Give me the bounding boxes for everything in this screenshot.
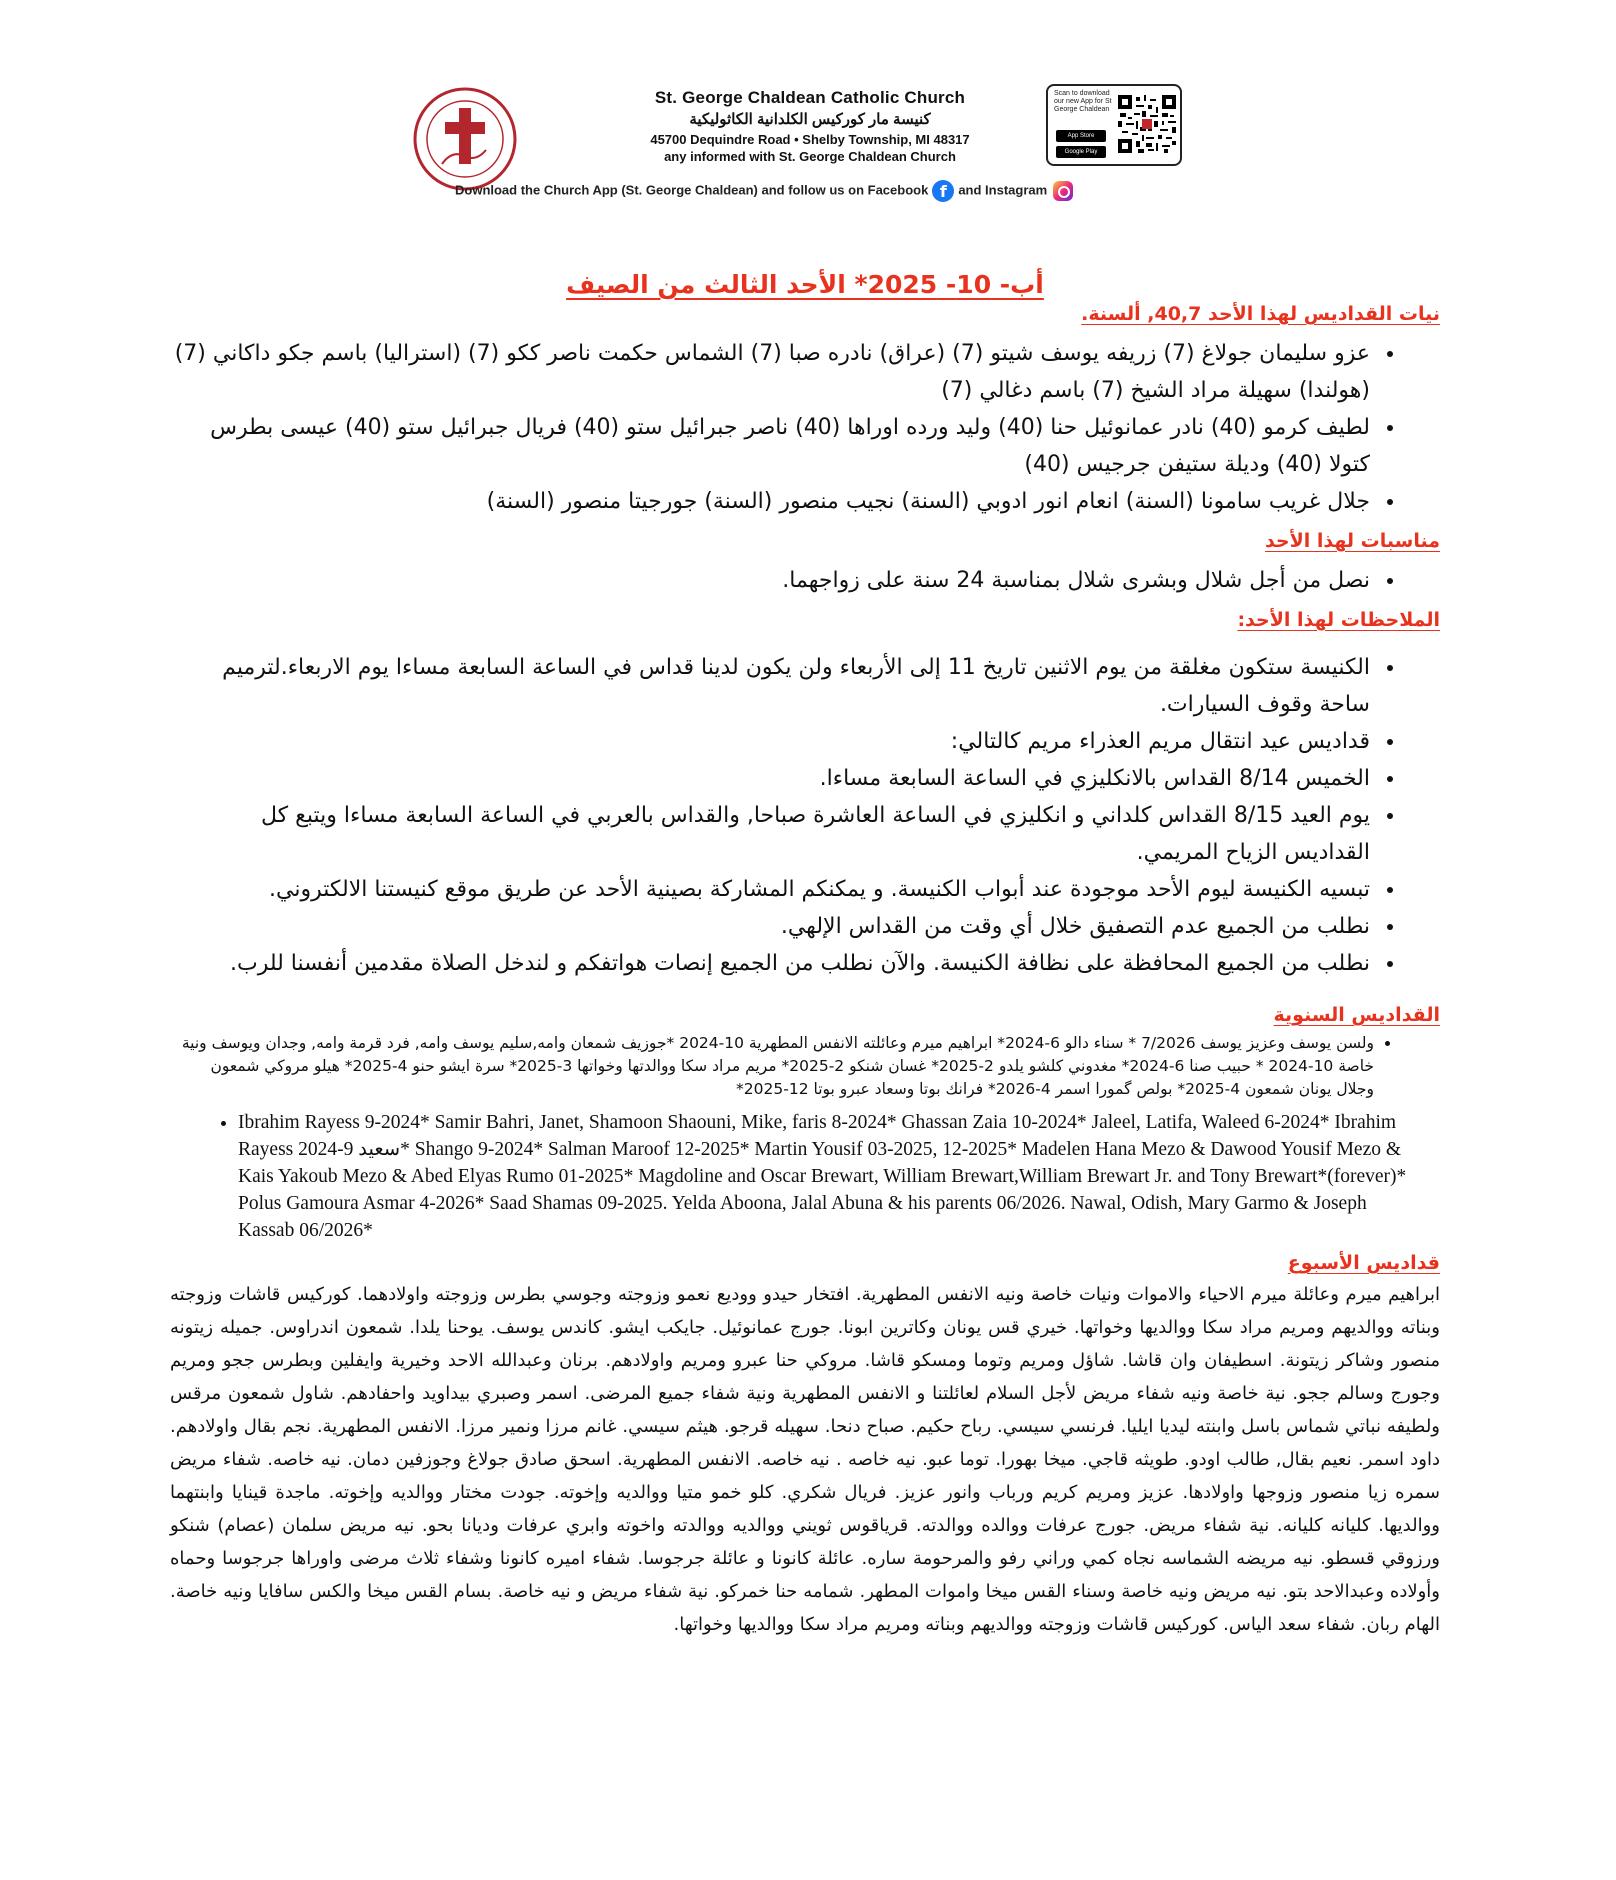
list-item: • جلال غريب سامونا (السنة) انعام انور ادوبي (السنة) نجيب منصور (السنة) جورجيتا منصور (السنة) [170,483,1374,520]
list-item: • يوم العيد 8/15 القداس كلداني و انكليزي في الساعة العاشرة صباحا, والقداس بالعربي في الساعة السابعة مساءا ويتبع كل القداديس الزياح المريمي. [170,797,1374,871]
and-instagram-text: and Instagram [958,182,1048,198]
list-item: • نطلب من الجميع عدم التصفيق خلال أي وقت من القداس الإلهي. [170,908,1374,945]
list-item: • قداديس عيد انتقال مريم العذراء مريم كالتالي: [170,723,1374,760]
qr-code-icon[interactable] [1118,92,1176,156]
occasions-list [170,562,1440,599]
annual-heading: القداديس السنوية [1273,1004,1440,1026]
weekly-heading: قداديس الأسبوع [1287,1252,1440,1274]
list-item: • لطيف كرمو (40) نادر عمانوئيل حنا (40) وليد ورده اوراها (40) ناصر جبرائيل ستو (40) فريال جبرائيل ستو (40) عيسى بطرس كتولا (40) وديلة ستيفن جرجيس (40) [170,409,1374,483]
occasions-heading: مناسبات لهذا الأحد [1264,530,1440,552]
list-item: • تبسيه الكنيسة ليوم الأحد موجودة عند أبواب الكنيسة. و يمكنكم المشاركة بصينية الأحد عن طريق موقع كنيستنا الالكتروني. [170,871,1374,908]
annual-arabic-list [170,1032,1440,1101]
instagram-icon[interactable] [1053,181,1073,201]
download-text: Download the Church App (St. George Chaldean) and follow us on Facebook [455,182,929,198]
notes-list [170,649,1440,982]
list-item: • Ibrahim Rayess 9-2024* Samir Bahri, Janet, Shamoon Shaouni, Mike, faris 8-2024* Ghassan Zaia 10-2024* Jaleel, Latifa, Waleed 6-2024* Ibrahim Rayess 2024-9 سعيد* Shango 9-2024* Salman Maroof 12-2025* Martin Yousif 03-2025, 12-2025* Madelen Hana Mezo & Dawood Yousif Mezo & Kais Yakoub Mezo & Abed Elyas Rumo 01-2025* Magdoline and Oscar Brewart, William Brewart,William Brewart Jr. and Tony Brewart*(forever)* Polus Gamoura Asmar 4-2026* Saad Shamas 09-2025. Yelda Aboona, Jalal Abuna & his parents 06/2026. Nawal, Odish, Mary Garmo & Joseph Kassab 06/2026* [238,1109,1420,1244]
church-header [0,80,1616,210]
church-name-en: St. George Chaldean Catholic Church [654,88,966,107]
church-name-ar: كنيسة مار كوركيس الكلدانية الكاثوليكية [689,111,931,128]
bulletin-body [170,270,1440,1641]
notes-heading: الملاحظات لهذا الأحد: [1237,609,1440,631]
list-item: • عزو سليمان جولاغ (7) زريفه يوسف شيتو (7) (عراق) نادره صبا (7) الشماس حكمت ناصر ككو (7) (استراليا) باسم جكو داكاني (7)(هولندا) سهيلة مراد الشيخ (7) باسم دغالي (7) [170,335,1374,409]
weekly-masses-text: ابراهيم ميرم وعائلة ميرم الاحياء والاموات ونيات خاصة ونيه الانفس المطهرية. افتخار حيدو ووديع نعمو وزوجته وجوسي بطرس وزوجته واولادهما. كوركيس قاشات وزوجته وبناته ووالديهم ومريم مراد سكا ووالديها وخواتها. خيري قس يونان وكاترين ابونا. جورج عمانوئيل. جايكب ايشو. كاندس يوسف. يوحنا يلدا. شمعون اندراوس. جميله زيتونه منصور وشاكر زيتونة. اسطيفان وان قاشا. شاؤل ومريم وتوما ومسكو قاشا. مروكي حنا عبرو ومريم واولادهم. برنان وعبدالله الاحد وخيرية وايفلين وبطرس ججو ومريم وجورج وسالم ججو. نية خاصة ونيه شفاء مريض لأجل السلام لعائلتنا و الانفس المطهرية ونية شفاء جميع المرضى. اسمر وصبري بيداويد واحفادهم. شاول شمعون مرقس ولطيفه نباتي شماس باسل وابنته ليديا ايليا. فرنسي سيسي. رباح حكيم. صباح دنحا. سهيله قرجو. هيثم سيسي. غانم مرزا ونمير مرزا. الانفس المطهرية. نجم بقال واولادهم. داود اسمر. نعيم بقال, طالب اودو. طويثه قاجي. ميخا بهورا. توما عبو. نيه خاصه . نيه خاصه. الانفس المطهرية. اسحق صادق جولاغ وجوزفين دمان. نيه خاصه. شفاء مريض سمره زيا منصور وزوجها واولادها. عزيز ومريم كريم ورباب وانور عزيز. فريال شكري. كلو خمو متيا ووالديه وإخوته. جودت مختار ووالديه وإخوته. ماجدة قينايا وابنتهما ووالديها. كليانه كليانه. نية شفاء مريض. جورج عرفات ووالده ووالدته. قرياقوس ثويني ووالديه ووالدته واخوته وابري عرفات وديانا بحو. نيه مريض سلمان (عصام) شنكو ورزوقي قسطو. نيه مريضه الشماسه نجاه كمي وراني رفو والمرحومة ساره. عائلة كانونا و عائلة جرجوسا. شفاء اميره كانونا وشفاء ثلاث مرضى واوراها جرجوسا وحماه وأولاده وعبدالاحد بتو. نيه مريض ونيه خاصة وسناء القس ميخا واموات المطهر. شمامه حنا خمركو. نية شفاء مريض و نيه خاصة. بسام القس ميخا والكس سافايا ونيه خاصة. الهام ربان. شفاء سعد الياس. كوركيس قاشات وزوجته ووالديهم وبناته ومريم مراد سكا ووالديها وخواتها. [170,1284,1440,1635]
page-title: أب- 10- 2025* الأحد الثالث من الصيف [566,270,1044,299]
app-store-badge[interactable]: App Store [1056,130,1106,142]
list-item: • ولسن يوسف وعزيز يوسف 7/2026 * سناء دالو 6-2024* ابراهيم ميرم وعائلته الانفس المطهرية 10-2024 *جوزيف شمعان وامه,سليم يوسف وامه, فرد قرمة وامه, وجدان ويوسف ونية خاصة 10-2024 * حبيب صنا 6-2024* مغدوني كلشو يلدو 2-2025* غسان شنكو 2-2025* مريم مراد سكا ووالدتها وخواتها 3-2025* سرة ايشو حنو 4-2025* هيلو مروكي شمعون وجلال يونان شمعون 4-2025* بولص گمورا اسمر 4-2026* فرانك بوتا وسعاد عبرو بوتا 12-2025* [170,1032,1374,1101]
qr-caption: Scan to download our new App for St George Chaldean [1054,90,1112,113]
download-line [455,180,1195,202]
list-item: • الخميس 8/14 القداس بالانكليزي في الساعة السابعة مساءا. [170,760,1374,797]
annual-english-list [170,1109,1440,1244]
intentions-list [170,335,1440,520]
intentions-heading: نيات القداديس لهذا الأحد 40,7, ألسنة. [1081,303,1440,325]
facebook-icon[interactable]: f [932,180,954,202]
church-address: 45700 Dequindre Road • Shelby Township, MI 48317 [650,132,970,147]
app-qr-box[interactable] [1046,84,1182,166]
list-item: • الكنيسة ستكون مغلقة من يوم الاثنين تاريخ 11 إلى الأربعاء ولن يكون لدينا قداس في الساعة السابعة مساءا يوم الاربعاء.لترميم ساحة وقوف السيارات. [170,649,1374,723]
church-info-line: any informed with St. George Chaldean Church [664,149,956,164]
list-item: • نطلب من الجميع المحافظة على نظافة الكنيسة. والآن نطلب من الجميع إنصات هواتفكم و لندخل الصلاة مقدمين أنفسنا للرب. [170,945,1374,982]
google-play-badge[interactable]: Google Play [1056,146,1106,158]
list-item: • نصل من أجل شلال وبشرى شلال بمناسبة 24 سنة على زواجهما. [170,562,1374,599]
